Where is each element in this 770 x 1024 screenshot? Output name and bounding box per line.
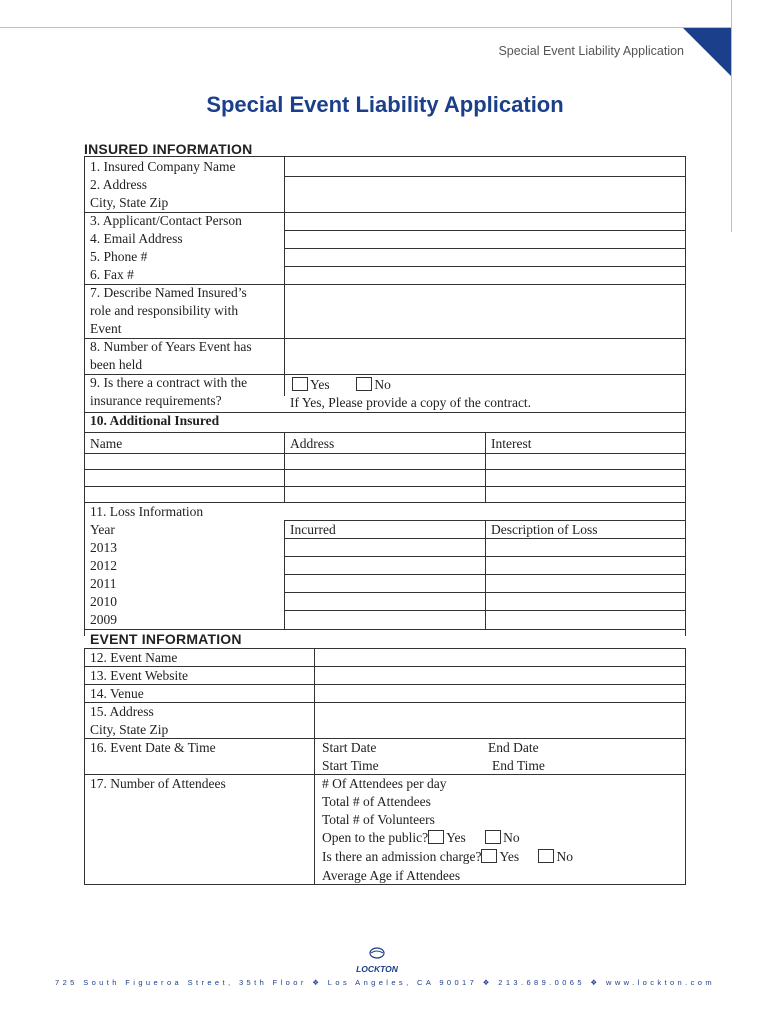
open-public-yes-checkbox[interactable] bbox=[428, 830, 444, 844]
admission-label: Is there an admission charge? bbox=[322, 849, 482, 864]
lockton-logo bbox=[352, 946, 402, 972]
loss-year-2012: 2012 bbox=[90, 558, 117, 573]
attendees-per-day-label: # Of Attendees per day bbox=[322, 776, 447, 791]
loss-col-description: Description of Loss bbox=[491, 522, 598, 537]
admission-yes-label: Yes bbox=[499, 849, 520, 864]
admission-no-checkbox[interactable] bbox=[538, 849, 554, 863]
contract-yes-label: Yes bbox=[310, 377, 330, 392]
event-label-address: 15. Address bbox=[90, 704, 154, 719]
admission-yes-checkbox[interactable] bbox=[481, 849, 497, 863]
loss-year-2011: 2011 bbox=[90, 576, 117, 591]
loss-year-2013: 2013 bbox=[90, 540, 117, 555]
field-label-city: City, State Zip bbox=[90, 195, 169, 210]
open-public-label: Open to the public? bbox=[322, 830, 429, 845]
loss-year-2009: 2009 bbox=[90, 612, 117, 627]
additional-col-interest: Interest bbox=[491, 436, 532, 451]
admission-row bbox=[316, 848, 573, 866]
contract-options bbox=[286, 376, 391, 394]
field-label-phone: 5. Phone # bbox=[90, 249, 148, 264]
insured-section-title: INSURED INFORMATION bbox=[84, 141, 253, 157]
loss-title: 11. Loss Information bbox=[90, 504, 204, 519]
lockton-wordmark: LOCKTON bbox=[356, 964, 398, 974]
field-label-role-3: Event bbox=[90, 321, 122, 336]
additional-insured-title: 10. Additional Insured bbox=[90, 413, 220, 428]
field-label-years: 8. Number of Years Event has bbox=[90, 339, 252, 354]
document-title: Special Event Liability Application bbox=[206, 92, 564, 117]
header-title: Special Event Liability Application bbox=[498, 44, 684, 58]
field-label-role: 7. Describe Named Insured’s bbox=[90, 285, 247, 300]
additional-col-address: Address bbox=[290, 436, 335, 451]
field-label-fax: 6. Fax # bbox=[90, 267, 134, 282]
field-label-years-2: been held bbox=[90, 357, 143, 372]
event-label-name: 12. Event Name bbox=[90, 650, 178, 665]
event-label-attendees: 17. Number of Attendees bbox=[90, 776, 226, 791]
header-rule bbox=[0, 27, 731, 28]
event-label-date: 16. Event Date & Time bbox=[90, 740, 216, 755]
contract-no-checkbox[interactable] bbox=[356, 377, 372, 391]
total-volunteers-label: Total # of Volunteers bbox=[322, 812, 435, 827]
contract-yes-checkbox[interactable] bbox=[292, 377, 308, 391]
open-public-no-label: No bbox=[503, 830, 520, 845]
end-date-label: End Date bbox=[488, 740, 539, 755]
open-public-yes-label: Yes bbox=[446, 830, 466, 845]
contract-no-label: No bbox=[374, 377, 391, 392]
field-label-role-2: role and responsibility with bbox=[90, 303, 239, 318]
open-public-no-checkbox[interactable] bbox=[485, 830, 501, 844]
contract-note: If Yes, Please provide a copy of the contract. bbox=[290, 395, 532, 410]
event-label-website: 13. Event Website bbox=[90, 668, 189, 683]
start-time-label: Start Time bbox=[322, 758, 379, 773]
total-attendees-label: Total # of Attendees bbox=[322, 794, 431, 809]
start-date-label: Start Date bbox=[322, 740, 377, 755]
loss-col-incurred: Incurred bbox=[290, 522, 336, 537]
footer-address: 725 South Figueroa Street, 35th Floor ❖ Los Angeles, CA 90017 ❖ 213.689.0065 ❖ www.lockton.com bbox=[55, 978, 715, 987]
loss-year-2010: 2010 bbox=[90, 594, 117, 609]
field-label-email: 4. Email Address bbox=[90, 231, 183, 246]
field-label-contract: 9. Is there a contract with the bbox=[90, 375, 248, 390]
loss-col-year: Year bbox=[90, 522, 115, 537]
field-label-address: 2. Address bbox=[90, 177, 147, 192]
event-label-city: City, State Zip bbox=[90, 722, 169, 737]
open-public-row bbox=[316, 829, 520, 847]
average-age-label: Average Age if Attendees bbox=[322, 868, 461, 883]
lockton-logo-icon bbox=[369, 947, 385, 959]
event-label-venue: 14. Venue bbox=[90, 686, 144, 701]
admission-no-label: No bbox=[556, 849, 573, 864]
field-label-contact: 3. Applicant/Contact Person bbox=[90, 213, 242, 228]
additional-col-name: Name bbox=[90, 436, 123, 451]
event-section-title: EVENT INFORMATION bbox=[90, 631, 242, 647]
end-time-label: End Time bbox=[492, 758, 545, 773]
field-label-contract-2: insurance requirements? bbox=[90, 393, 222, 408]
field-label-company: 1. Insured Company Name bbox=[90, 159, 236, 174]
corner-triangle-icon bbox=[683, 28, 731, 76]
